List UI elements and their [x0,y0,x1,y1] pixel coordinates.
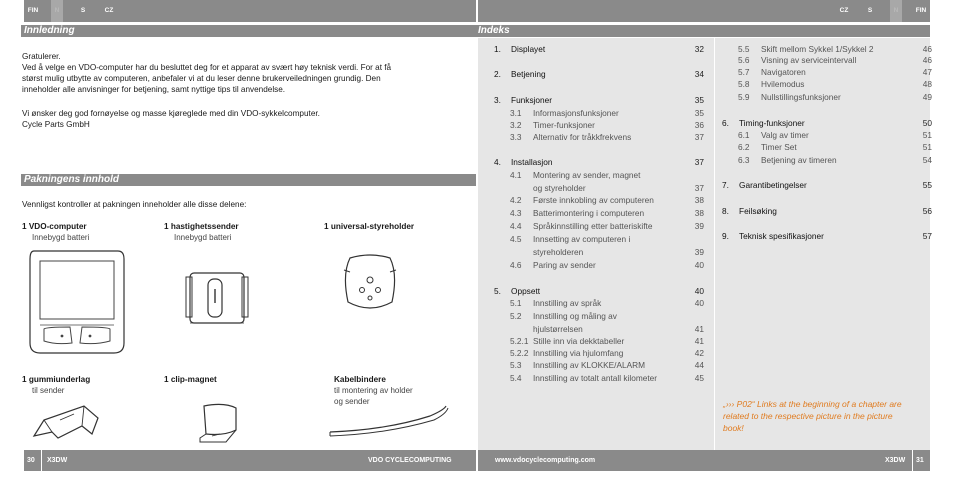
toc-entry-label: Feilsøking [739,206,777,216]
toc-entry-page: 37 [694,183,704,193]
toc-entry-page: 42 [694,348,704,358]
toc-entry-number: 6.1 [738,130,750,140]
toc-entry-number: 5.7 [738,67,750,77]
item-rubber-pad: 1 gummiunderlag [22,375,91,384]
index-header: Indeks [475,25,930,37]
toc-entry[interactable] [494,247,704,258]
toc-entry-label: Paring av sender [533,260,596,270]
item-vdo-computer: 1 VDO-computer [22,222,87,231]
toc-entry-label: Innstilling av KLOKKE/ALARM [533,360,646,370]
toc-entry-label: styreholderen [533,247,584,257]
toc-entry-number: 5.8 [738,79,750,89]
toc-entry-label: Innsetting av computeren i [533,234,631,244]
toc-entry[interactable] [722,44,932,55]
toc-entry-page: 40 [694,260,704,270]
toc-entry-page: 55 [922,180,932,190]
intro-line-7: Cycle Parts GmbH [22,120,90,129]
toc-entry-label: Innstilling og måling av [533,311,617,321]
toc-entry-number: 3.3 [510,132,522,142]
toc-entry-number: 5.6 [738,55,750,65]
toc-entry-label: Visning av serviceintervall [761,55,857,65]
toc-entry-label: Innstilling av språk [533,298,602,308]
toc-entry-page: 41 [694,324,704,334]
item-speed-sender: 1 hastighetssender [164,222,239,231]
footer-page-right: 31 [916,457,924,464]
toc-entry-number: 3. [494,95,501,105]
toc-entry-label: Timing-funksjoner [739,118,805,128]
speed-sender-illustration [184,267,254,329]
toc-entry-number: 4.5 [510,234,522,244]
toc-entry[interactable] [494,360,704,371]
item-cable-ties-sub: til montering av holder [334,386,413,395]
footer-brand: VDO CYCLECOMPUTING [368,457,452,464]
cable-tie-illustration [326,402,450,438]
toc-entry-number: 4.3 [510,208,522,218]
toc-entry-label: Informasjonsfunksjoner [533,108,619,118]
picture-link-note-3: book! [723,423,744,433]
toc-entry-number: 3.1 [510,108,522,118]
toc-entry-number: 4.4 [510,221,522,231]
picture-link-note-2: related to the respective picture in the picture [723,411,893,421]
toc-entry-number: 4.2 [510,195,522,205]
toc-entry-label: Innstilling via hjulomfang [533,348,624,358]
toc-entry-label: Navigatoren [761,67,806,77]
toc-entry[interactable] [494,324,704,335]
toc-entry-page: 45 [694,373,704,383]
toc-entry-page: 39 [694,247,704,257]
lang-tab-n[interactable]: N [51,0,63,22]
intro-line-4: inneholder alle anvisninger for betjening, samt nyttige tips til anvendelse. [22,85,286,94]
toc-entry-label: Betjening [511,69,546,79]
package-header: Pakningens innhold [21,174,476,186]
item-clip-magnet: 1 clip-magnet [164,375,217,384]
toc-entry[interactable] [722,118,932,129]
toc-entry[interactable] [494,157,704,168]
toc-entry-label: Valg av timer [761,130,809,140]
toc-entry[interactable] [494,221,704,232]
top-bar-left [24,0,476,22]
toc-entry[interactable] [722,180,932,191]
toc-entry-page: 46 [922,44,932,54]
toc-entry-label: Teknisk spesifikasjoner [739,231,824,241]
toc-entry-page: 37 [694,157,704,167]
toc-entry-label: Stille inn via dekktabeller [533,336,625,346]
toc-entry-page: 34 [694,69,704,79]
toc-entry[interactable] [722,130,932,141]
toc-entry-label: Alternativ for tråkkfrekvens [533,132,632,142]
toc-entry[interactable] [494,132,704,143]
toc-entry-number: 6.2 [738,142,750,152]
toc-entry-label: Språkinnstilling etter batteriskifte [533,221,653,231]
toc-entry[interactable] [494,373,704,384]
footer-model-left: X3DW [47,457,68,464]
toc-entry-number: 4.6 [510,260,522,270]
rubber-pad-illustration [30,398,102,444]
toc-entry[interactable] [722,206,932,217]
toc-entry-number: 5.9 [738,92,750,102]
toc-entry[interactable] [722,142,932,153]
item-handlebar-holder: 1 universal-styreholder [324,222,415,231]
toc-entry-label: Batterimontering i computeren [533,208,645,218]
toc-entry[interactable] [722,231,932,242]
toc-entry[interactable] [494,208,704,219]
lang-tab-s-right[interactable]: S [867,7,873,14]
toc-entry-page: 38 [694,195,704,205]
footer-model-right: X3DW [885,457,906,464]
toc-entry-page: 35 [694,95,704,105]
footer-divider-right [912,450,913,471]
toc-entry-label: Innstilling av totalt antall kilometer [533,373,658,383]
toc-entry[interactable] [494,336,704,347]
toc-entry[interactable] [722,55,932,66]
toc-entry-label: Første innkobling av computeren [533,195,654,205]
toc-entry-number: 5.5 [738,44,750,54]
toc-entry[interactable] [494,195,704,206]
toc-entry-page: 35 [694,108,704,118]
toc-entry[interactable] [494,286,704,297]
toc-entry-page: 46 [922,55,932,65]
index-divider [714,38,715,450]
toc-entry-page: 51 [922,142,932,152]
toc-entry-label: Oppsett [511,286,541,296]
toc-entry-number: 3.2 [510,120,522,130]
toc-entry-number: 4.1 [510,170,522,180]
lang-tab-cz[interactable]: CZ [104,7,114,14]
toc-entry-number: 5.2.1 [510,336,529,346]
toc-entry-page: 40 [694,298,704,308]
lang-tab-cz-right[interactable]: CZ [839,7,849,14]
toc-entry[interactable] [722,79,932,90]
toc-entry-label: Betjening av timeren [761,155,837,165]
picture-link-note-1: „››› P02“ Links at the beginning of a chapter are [723,399,902,409]
top-bar-gap [930,0,954,22]
toc-entry-page: 47 [922,67,932,77]
toc-entry[interactable] [494,183,704,194]
toc-entry-number: 1. [494,44,501,54]
toc-entry-number: 6. [722,118,729,128]
toc-entry-label: Skift mellom Sykkel 1/Sykkel 2 [761,44,874,54]
item-cable-ties-sub2: og sender [334,397,370,406]
toc-entry-number: 9. [722,231,729,241]
toc-entry-number: 7. [722,180,729,190]
toc-entry-page: 57 [922,231,932,241]
package-intro: Vennligst kontroller at pakningen inneholder alle disse delene: [22,200,247,209]
toc-entry-label: Timer Set [761,142,797,152]
lang-tab-n-right[interactable]: N [890,0,902,22]
toc-entry-label: Displayet [511,44,546,54]
toc-entry-number: 5.3 [510,360,522,370]
toc-entry-number: 8. [722,206,729,216]
item-cable-ties: Kabelbindere [334,375,386,384]
toc-entry[interactable] [494,108,704,119]
toc-entry-page: 37 [694,132,704,142]
toc-entry-number: 5. [494,286,501,296]
toc-entry[interactable] [722,155,932,166]
toc-entry-label: hjulstørrelsen [533,324,583,334]
toc-entry-page: 39 [694,221,704,231]
toc-entry-label: Montering av sender, magnet [533,170,641,180]
toc-entry-label: Installasjon [511,157,553,167]
toc-entry-number: 5.2.2 [510,348,529,358]
toc-entry-page: 40 [694,286,704,296]
toc-entry-page: 54 [922,155,932,165]
toc-entry[interactable] [494,170,704,181]
toc-entry[interactable] [494,298,704,309]
toc-entry[interactable] [494,348,704,359]
toc-entry[interactable] [494,260,704,271]
toc-entry[interactable] [494,95,704,106]
toc-entry-page: 48 [922,79,932,89]
intro-line-1: Gratulerer. [22,52,61,61]
toc-entry-page: 32 [694,44,704,54]
toc-entry-page: 44 [694,360,704,370]
toc-entry[interactable] [722,92,932,103]
toc-entry-number: 6.3 [738,155,750,165]
intro-line-2: Ved å velge en VDO-computer har du besluttet deg for et apparat av svært høy teknisk verdi. For at få [22,63,392,72]
toc-entry-label: Funksjoner [511,95,553,105]
handlebar-holder-illustration [340,252,400,316]
footer-page-left: 30 [27,457,35,464]
toc-entry-number: 2. [494,69,501,79]
lang-tab-fin-right[interactable]: FIN [915,7,927,14]
toc-entry-page: 50 [922,118,932,128]
intro-line-6: Vi ønsker deg god fornøyelse og masse kjøreglede med din VDO-sykkelcomputer. [22,109,320,118]
intro-header: Innledning [21,25,476,37]
top-bar-right [478,0,930,22]
toc-entry[interactable] [494,311,704,322]
footer-divider-left [41,450,42,471]
toc-entry-page: 51 [922,130,932,140]
toc-entry-number: 5.1 [510,298,522,308]
toc-entry[interactable] [494,234,704,245]
toc-entry-label: Timer-funksjoner [533,120,595,130]
toc-entry-page: 38 [694,208,704,218]
clip-magnet-illustration [196,400,246,446]
toc-entry-label: Hvilemodus [761,79,805,89]
toc-entry-number: 5.4 [510,373,522,383]
item-vdo-computer-sub: Innebygd batteri [32,233,90,242]
toc-entry-label: Garantibetingelser [739,180,807,190]
item-speed-sender-sub: Innebygd batteri [174,233,232,242]
toc-entry[interactable] [494,44,704,55]
toc-entry-number: 4. [494,157,501,167]
toc-entry-page: 41 [694,336,704,346]
toc-entry-label: og styreholder [533,183,586,193]
lang-tab-fin[interactable]: FIN [27,7,39,14]
lang-tab-s[interactable]: S [80,7,86,14]
toc-entry[interactable] [722,67,932,78]
footer-url[interactable]: www.vdocyclecomputing.com [495,457,596,464]
toc-entry-page: 49 [922,92,932,102]
toc-entry[interactable] [494,69,704,80]
intro-line-3: størst mulig utbytte av computeren, anbefaler vi at du leser denne brukerveiledningen grundig. Den [22,74,381,83]
toc-entry-label: Nullstillingsfunksjoner [761,92,841,102]
toc-entry-number: 5.2 [510,311,522,321]
toc-entry[interactable] [494,120,704,131]
toc-entry-page: 36 [694,120,704,130]
item-rubber-pad-sub: til sender [32,386,65,395]
toc-entry-page: 56 [922,206,932,216]
vdo-computer-illustration [26,247,128,357]
